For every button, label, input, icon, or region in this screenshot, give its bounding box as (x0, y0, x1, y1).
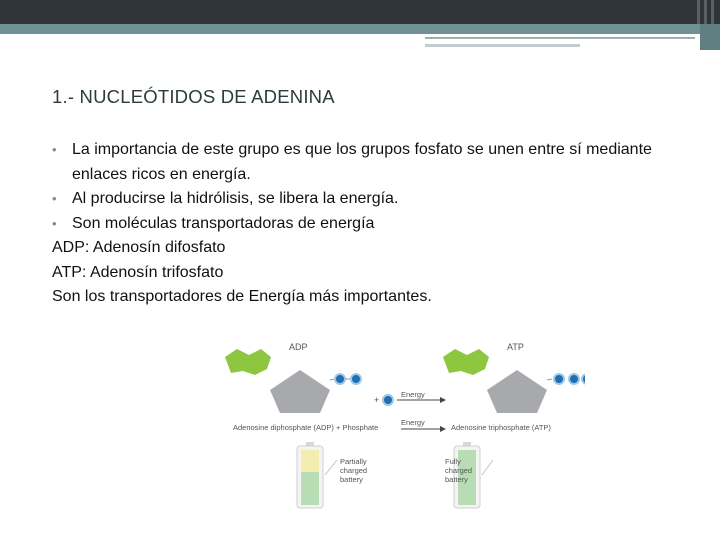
phosphate-icon (351, 374, 361, 384)
bullet-item (52, 138, 682, 187)
energy-label-top: Energy (401, 390, 425, 399)
bullet-icon: • (52, 142, 57, 157)
bullet-text: La importancia de este grupo es que los grupos fosfato se unen entre sí mediante enlaces ricos en energía. (72, 141, 652, 183)
phosphate-icon (569, 374, 579, 384)
header-side-block (700, 24, 720, 50)
battery-caption-line: charged (340, 466, 368, 475)
header-teal-bar (0, 24, 720, 34)
header-accent-line (425, 37, 695, 39)
battery-caption-line: Fully (445, 457, 461, 466)
plus-sign: + (374, 395, 380, 405)
header-stripe (704, 0, 707, 24)
free-phosphate-icon (383, 395, 393, 405)
definition-line: ATP: Adenosín trifosfato (52, 263, 224, 281)
energy-label-bottom: Energy (401, 418, 425, 427)
bullet-icon: • (52, 215, 57, 231)
battery-caption-line: battery (445, 475, 468, 484)
battery-left-caption (340, 457, 367, 484)
partially-charged-battery-icon (297, 442, 323, 508)
header-stripe (711, 0, 714, 24)
battery-caption-line: charged (445, 466, 473, 475)
header-accent-line-short (425, 44, 580, 47)
phosphate-icon (554, 374, 564, 384)
bullet-text: Son moléculas transportadoras de energía (72, 214, 375, 232)
adenine-icon (443, 349, 489, 375)
adenine-icon (225, 349, 271, 375)
definition-line: Son los transportadores de Energía más importantes. (52, 288, 432, 305)
adp-atp-diagram (225, 335, 585, 515)
slide-title: 1.- NUCLEÓTIDOS DE ADENINA (52, 86, 335, 107)
bullet-item (52, 187, 682, 212)
ribose-icon (487, 370, 547, 413)
phosphate-icon (335, 374, 345, 384)
bullet-icon: • (52, 191, 57, 206)
slide-body (52, 138, 682, 310)
ribose-icon (270, 370, 330, 413)
adp-caption: Adenosine diphosphate (ADP) + Phosphate (233, 423, 379, 432)
battery-right-caption (445, 457, 472, 484)
adp-label: ADP (289, 342, 308, 352)
phosphate-icon (582, 374, 585, 384)
battery-caption-line: Partially (340, 457, 367, 466)
battery-caption-line: battery (340, 475, 363, 484)
atp-caption: Adenosine triphosphate (ATP) (451, 423, 551, 432)
header-stripe (697, 0, 700, 24)
bullet-text: Al producirse la hidrólisis, se libera la energía. (72, 190, 399, 207)
header-dark-bar (0, 0, 720, 24)
atp-molecule (443, 349, 585, 413)
atp-label: ATP (507, 342, 524, 352)
adp-molecule (225, 349, 361, 413)
bullet-item (52, 212, 682, 237)
definition-line: ADP: Adenosín difosfato (52, 239, 226, 256)
